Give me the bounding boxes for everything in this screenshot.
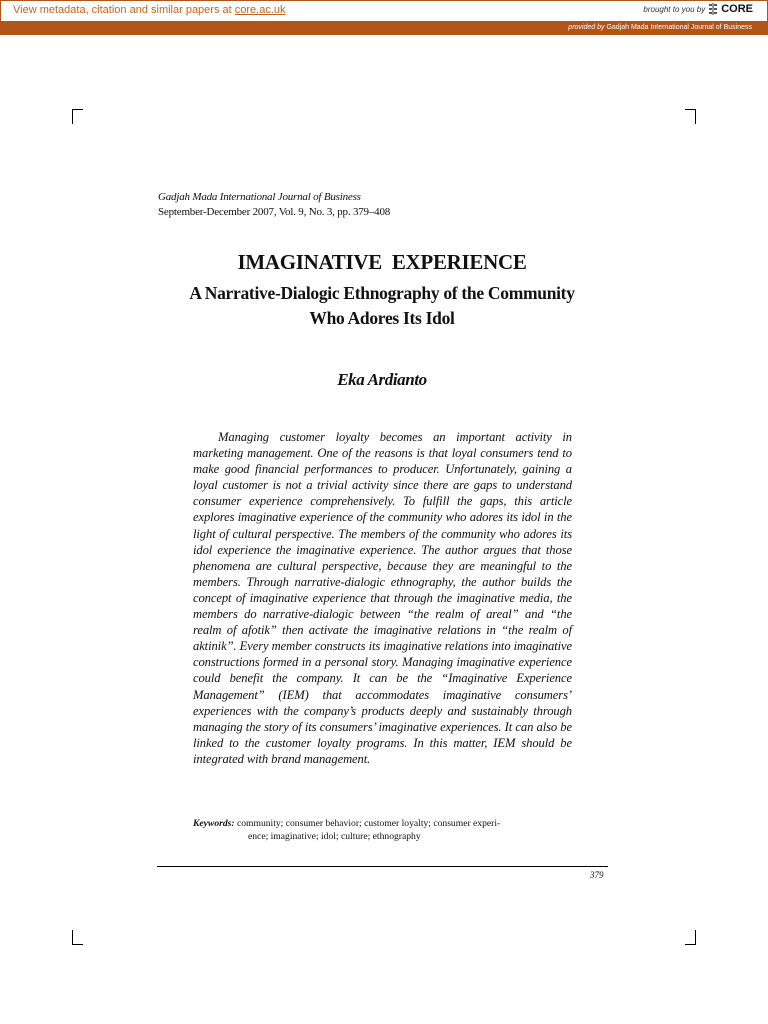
provided-by-bar	[0, 22, 768, 35]
subtitle-line-1: A Narrative-Dialogic Ethnography of the Community	[189, 283, 575, 303]
crop-mark-bottom-left	[72, 930, 83, 945]
core-brand-label: CORE	[721, 3, 753, 15]
keywords-label: Keywords:	[193, 818, 235, 829]
journal-issue: September-December 2007, Vol. 9, No. 3, pp. 379–408	[158, 206, 391, 218]
footer-rule	[157, 866, 608, 867]
crop-mark-top-right	[685, 109, 696, 124]
core-brand[interactable]	[643, 3, 753, 15]
core-logo-icon	[708, 3, 718, 15]
provider-name: Gadjah Mada International Journal of Business	[606, 24, 752, 31]
provided-label: provided by	[568, 24, 605, 31]
metadata-prefix: View metadata, citation and similar papers at	[13, 4, 235, 16]
article-subtitle	[150, 281, 614, 331]
provided-by-text	[568, 24, 752, 31]
keywords-line-1: community; consumer behavior; customer loyalty; consumer experi-	[236, 818, 501, 829]
article-author: Eka Ardianto	[337, 370, 427, 389]
keywords	[193, 817, 572, 843]
crop-mark-top-left	[72, 109, 83, 124]
brought-by-text: brought to you by	[643, 4, 706, 14]
article-title-text: IMAGINATIVE EXPERIENCE	[237, 250, 527, 274]
page-number: 379	[590, 870, 604, 880]
journal-header	[158, 190, 390, 220]
crop-mark-bottom-right	[685, 930, 696, 945]
core-metadata-text	[13, 4, 286, 16]
core-banner	[0, 0, 768, 22]
abstract: Managing customer loyalty becomes an important activity in marketing management. One of the reasons is that loyal consumers tend to make good financial performances to producer. Unfortunately, gaining a loyal customer is not a trivial activity since there are gaps to understand consumer experience comprehensively. To fulfill the gaps, this article explores imaginative experience of the community who adores its idol in the light of cultural perspective. The members of the community who adores its idol experience the imaginative experience. The author argues that those phenomena are cultural perspective, because they are meaningful to the members. Through narrative-dialogic ethnography, the author builds the concept of imaginative experience that through the imaginative media, the members do narrative-dialogic between “the realm of areal” and “the realm of afotik” then activate the imaginative relations in “the realm of aktinik”. Every member constructs its imaginative relations into imaginative constructions formed in a personal story. Managing imaginative experience could benefit the company. It can be the “Imaginative Experience Management” (IEM) that accommodates imaginative consumers’ experiences with the company’s products deeply and sustainably through managing the story of its consumers’ imaginative experiences. It can also be linked to the customer loyalty programs. In this matter, IEM should be integrated with brand management.	[193, 430, 572, 766]
journal-name: Gadjah Mada International Journal of Business	[158, 191, 361, 203]
core-link[interactable]: core.ac.uk	[234, 4, 286, 16]
keywords-line-2: ence; imaginative; idol; culture; ethnography	[248, 831, 421, 842]
article-title	[150, 250, 614, 275]
subtitle-line-2: Who Adores Its Idol	[309, 308, 455, 328]
